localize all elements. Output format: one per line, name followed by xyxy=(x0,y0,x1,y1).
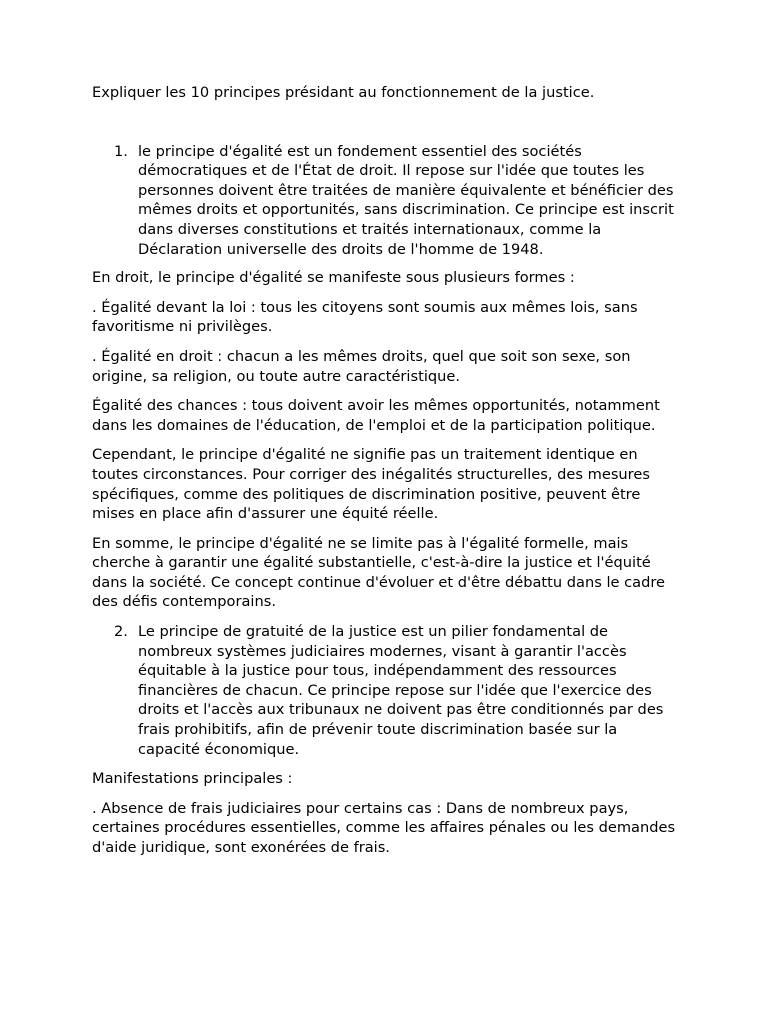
list-number: 2. xyxy=(114,623,128,641)
paragraph: . Égalité devant la loi : tous les citoyens sont soumis aux mêmes lois, sans favoritisme ni privilèges. xyxy=(92,298,638,336)
list-item-text: Le principe de gratuité de la justice est un pilier fondamental de nombreux systèmes judiciaires modernes, visant à garantir l'accès équitable à la justice pour tous, indépendamment des ressources financières de chacun. Ce principe repose sur l'idée que l'exercice des droits et l'accès aux tribunaux ne doivent pas être conditionnés par des frais prohibitifs, afin de prévenir toute discrimination basée sur la capacité économique. xyxy=(138,623,664,758)
list-item-1 xyxy=(92,142,680,260)
paragraph: Manifestations principales : xyxy=(92,770,293,788)
document-title: Expliquer les 10 principes présidant au fonctionnement de la justice. xyxy=(92,84,595,101)
list-item-text: le principe d'égalité est un fondement essentiel des sociétés démocratiques et de l'État de droit. Il repose sur l'idée que toutes les personnes doivent être traitées de manière équivalente et bénéficier des mêmes droits et opportunités, sans discrimination. Ce principe est inscrit dans diverses constitutions et traités internationaux, comme la Déclaration universelle des droits de l'homme de 1948. xyxy=(138,142,674,258)
paragraph: En droit, le principe d'égalité se manifeste sous plusieurs formes : xyxy=(92,269,575,287)
list-item-2 xyxy=(92,622,680,759)
paragraph: Égalité des chances : tous doivent avoir les mêmes opportunités, notamment dans les domaines de l'éducation, de l'emploi et de la participation politique. xyxy=(92,397,660,434)
paragraph: . Absence de frais judiciaires pour certains cas : Dans de nombreux pays, certaines procédures essentielles, comme les affaires pénales ou les demandes d'aide juridique, sont exonérées de frais. xyxy=(92,799,676,856)
paragraph: . Égalité en droit : chacun a les mêmes droits, quel que soit son sexe, son origine, sa religion, ou toute autre caractéristique. xyxy=(92,347,631,385)
list-number: 1. xyxy=(114,142,128,160)
paragraph: En somme, le principe d'égalité ne se limite pas à l'égalité formelle, mais cherche à garantir une égalité substantielle, c'est-à-dire la justice et l'équité dans la société. Ce concept continue d'évoluer et d'être débattu dans le cadre des défis contemporains. xyxy=(92,534,666,611)
paragraph: Cependant, le principe d'égalité ne signifie pas un traitement identique en toutes circonstances. Pour corriger des inégalités structurelles, des mesures spécifiques, comme des politiques de discrimination positive, peuvent être mises en place afin d'assurer une équité réelle. xyxy=(92,446,650,523)
document-page xyxy=(92,83,680,858)
